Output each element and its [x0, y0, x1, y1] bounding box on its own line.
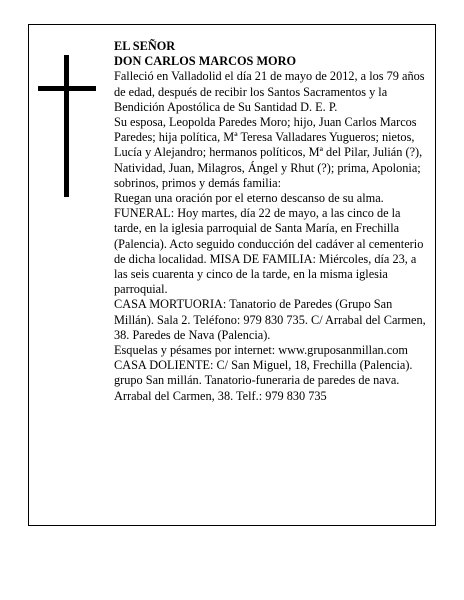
funeral-details: FUNERAL: Hoy martes, día 22 de mayo, a las cinco de la tarde, en la iglesia parroquial de Santa María, en Frechilla (Palencia). Acto seguido conducción del cadáver al cementerio de dicha localidad. MISA DE FAMILIA: Miércoles, día 23, a las seis cuarenta y cinco de la tarde, en la misma iglesia parroquial. [114, 206, 424, 297]
internet-condolences: Esquelas y pésames por internet: www.gruposanmillan.com [114, 343, 408, 358]
cross-horizontal-bar [38, 86, 96, 91]
cross-vertical-bar [64, 55, 69, 197]
family-home-address: CASA DOLIENTE: C/ San Miguel, 18, Frechilla (Palencia). [114, 358, 413, 373]
obituary-text [114, 39, 430, 404]
funeral-home-details: CASA MORTUORIA: Tanatorio de Paredes (Grupo San Millán). Sala 2. Teléfono: 979 830 735. C/ Arrabal del Carmen, 38. Paredes de Nava (Palencia). [114, 297, 426, 342]
cross-icon [38, 55, 96, 197]
death-announcement: Falleció en Valladolid el día 21 de mayo de 2012, a los 79 años de edad, después de recibir los Santos Sacramentos y la Bendición Apostólica de Su Santidad D. E. P. [114, 69, 425, 114]
family-list: Su esposa, Leopolda Paredes Moro; hijo, Juan Carlos Marcos Paredes; hija política, Mª Teresa Valladares Yugueros; nietos, Lucía y Alejandro; hermanos políticos, Mª del Pilar, Julián (?), Natividad, Juan, Milagros, Ángel y Rhut (?); prima, Apolonia; sobrinos, primos y demás familia: [114, 115, 423, 190]
funeral-company-footer: grupo San millán. Tanatorio-funeraria de paredes de nava. Arrabal del Carmen, 38. Telf.: 979 830 735 [114, 373, 400, 403]
notice-heading: EL SEÑOR [114, 39, 176, 53]
prayer-request: Ruegan una oración por el eterno descanso de su alma. [114, 191, 384, 206]
deceased-name: DON CARLOS MARCOS MORO [114, 54, 297, 69]
